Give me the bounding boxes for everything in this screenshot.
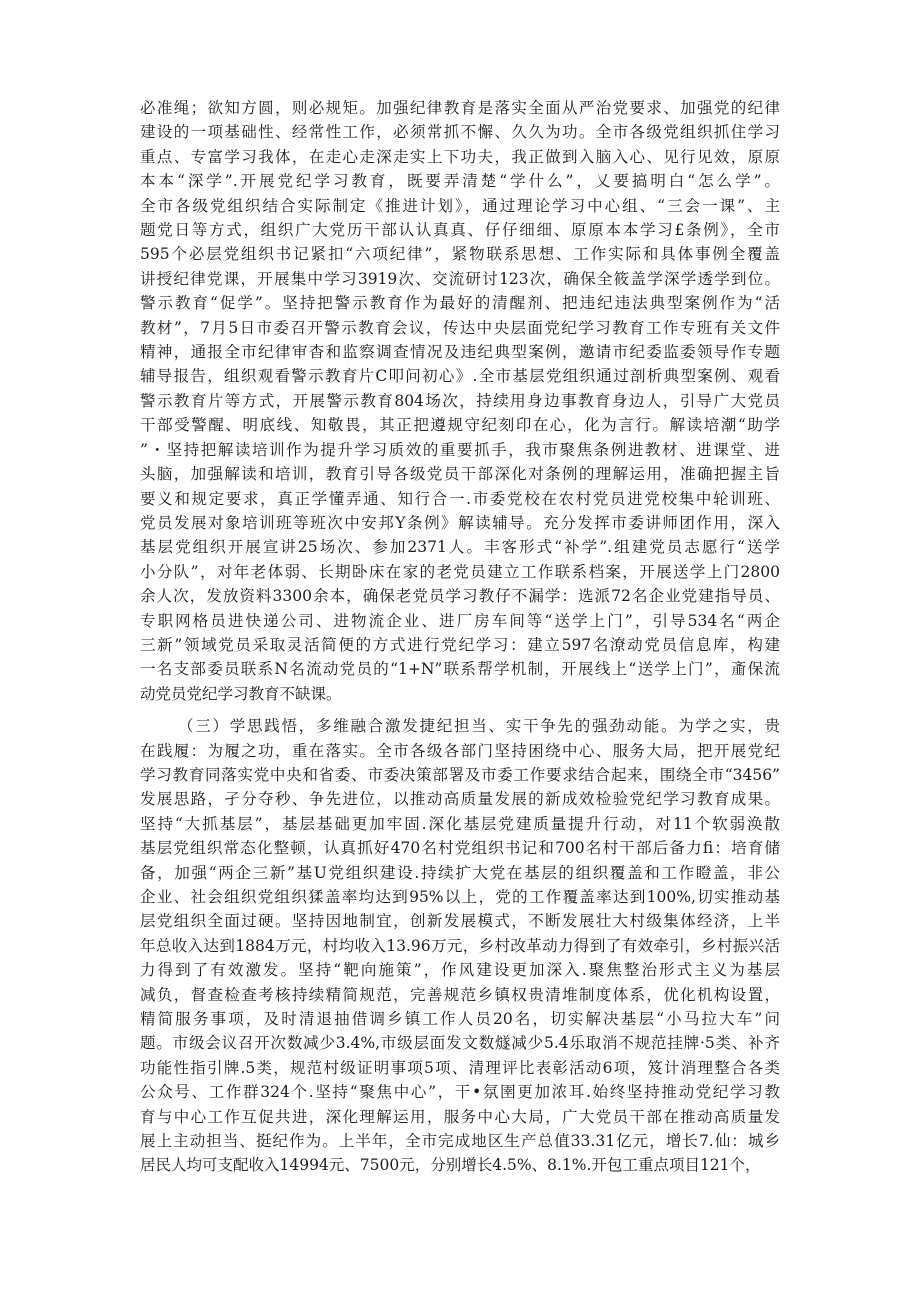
text-line: 基层党组织常态化整顿，认真抓好470名村党组织书记和700名村干部后备力fi：培育储 [140, 839, 780, 858]
text-line: （三）学思践悟，多维融合激发捷纪担当、实干争先的强劲动能。为学之实，贵 [178, 717, 780, 736]
text-line: 展上主动担当、挺纪作为。上半年，全市完成地区生产总值33.31亿元，增长7.仙：城乡 [140, 1132, 780, 1151]
text-line: 坚持“大抓基层”，基层基础更加牢固.深化基层党建质量提升行动，对11个软弱涣散 [140, 814, 780, 833]
text-line: 三新”领域党员采取灵活简便的方式进行党纪学习：建立597名潦动党员信息库，构建 [140, 635, 780, 654]
text-line: 595个必层党组织书记紧扣“六项纪律”，紧物联系思想、工作实际和具体事例全覆盖 [140, 245, 780, 264]
text-line: 居民人均可支配收入14994元、7500元，分别增长4.5%、8.1%.开包工重点项目121个， [140, 1156, 761, 1175]
text-line: 小分队”，对年老体弱、长期卧床在家的老党员建立工作联系档案，开展送学上门2800 [140, 562, 780, 581]
document-page [140, 96, 780, 1178]
text-line: 一名支部委员联系N名流动党员的“1+N”联系帮学机制，开展线上“送学上门”，齑保流 [140, 660, 780, 679]
text-line: 题党日等方式，组织广大党历干部认认真真、仔仔细细、原原本本学习£条例》，全市 [140, 221, 780, 240]
text-line: 力得到了有效激发。坚持“靶向施策”，作风建设更加深入.聚焦整治形式主义为基层 [140, 961, 780, 980]
text-line: 题。市级会议召开次数减少3.4%,市级层面发文数燧减少5.4乐取消不规范挂牌·5类、补齐 [140, 1034, 780, 1053]
text-line: 余人次，发放资料3300余本，确保老党员学习教仔不漏学：选派72名企业党建指导员、 [140, 587, 780, 606]
text-line: ”・坚持把解读培训作为提升学习质效的重要抓手，我市聚焦条例进教材、进课堂、进 [140, 440, 780, 459]
text-line: 减负，督查检查考核持续精简规范，完善规范乡镇权贵清堆制度体系，优化机构设置， [140, 985, 780, 1004]
text-line: 干部受警醒、明底线、知敬畏，其正把遵规守纪刻印在心，化为言行。解读培潮“助学 [140, 416, 780, 435]
text-line: 讲授纪律党课，开展集中学习3919次、交流研讨123次，确保全筱盖学深学透学到位。 [140, 269, 780, 288]
text-line: 党员发展对象培训班等班次中安邦Y条例》解读辅导。充分发挥市委讲师团作用，深入 [140, 513, 780, 532]
text-line: 全市各级党组织结合实际制定《推进计划》，通过理论学习中心组、“三会一课”、主 [140, 196, 780, 215]
text-line: 动党员党纪学习教育不缺课。 [140, 684, 342, 703]
text-line: 企业、社会组织党组织猱盖率均达到95%以上，党的工作覆盖率达到100%,切实推动基 [140, 888, 780, 906]
text-line: 必准绳；欲知方圆，则必规矩。加强纪律教育是落实全面从严治党要求、加强党的纪律 [140, 99, 780, 117]
text-line: 育与中心工作互促共进，深化理解运用，服务中心大局，广大党员干部在推动高质量发 [140, 1107, 780, 1126]
text-line: 年总收入达到1884万元，村均收入13.96万元，乡村改革动力得到了有效牵引，乡村振兴活 [140, 936, 780, 955]
text-line: 发展思路，孑分夺秒、争先进位，以推动高质量发展的新成效检验党纪学习教育成果。 [140, 790, 780, 809]
text-line: 学习教育同落实党中央和省委、市委决策部署及市委工作要求结合起来，围绕全市“3456” [140, 765, 780, 784]
text-line: 精简服务事项，及时清退抽借调乡镇工作人员20名，切实解决基层“小马拉大车”问 [140, 1010, 780, 1029]
text-line: 要义和规定要求，真正学懂弄通、知行合一.市委党校在农村党员进党校集中轮训班、 [140, 489, 780, 508]
body-paragraph-1 [140, 96, 780, 706]
text-line: 专职网格员进快递公司、进物流企业、进厂房车间等“送学上门”，引导534名“两企 [140, 611, 780, 630]
text-line: 重点、专富学习我体，在走心走深走实上下功夫，我正做到入脑入心、见行见效，原原 [140, 147, 780, 166]
text-line: 警示教育“促学”。坚持把警示教育作为最好的清醒剂、把违纪违法典型案例作为“活 [140, 294, 780, 313]
text-line: 建设的一项基础性、经常性工作，必须常抓不懈、久久为功。全市各级党组织抓住学习 [140, 123, 780, 142]
text-line: 警示教育片等方式，开展警示教育804场次，持续用身边事教育身边人，引导广大党员 [140, 391, 780, 410]
text-line: 辅导报告，组织观看警示教育片C叩问初心》.全市基层党组织通过剖析典型案例、观看 [140, 367, 780, 386]
text-line: 备，加强“两企三新”基U党组织建设.持续扩大党在基层的组织覆盖和工作瞪盖，非公 [140, 863, 780, 882]
text-line: 头脑，加强解读和培训，教育引导各级党员干部深化对条例的理解运用，准确把握主旨 [140, 465, 780, 484]
text-line: 教材”，7月5日市委召开警示教育会议，传达中央层面党纪学习教育工作专班有关文件 [140, 318, 780, 337]
text-line: 功能性指引牌.5类，规范村级证明事项5项、清理评比表彰活动6项，笈计消理整合各类 [140, 1058, 780, 1077]
text-line: 本本“深学”.开展党纪学习教育，既要弄清楚“学什么”，乂要搞明白“怎么学”。 [140, 172, 780, 191]
text-line: 层党组织全面过硬。坚持因地制宜，创新发展模式，不断发展壮大村级集体经济，上半 [140, 912, 780, 931]
text-line: 基层党组织开展宣讲25场次、参加2371人。丰客形式“补学”.组建党员志愿行“送学 [140, 538, 780, 557]
body-paragraph-2 [140, 714, 780, 1178]
text-line: 公众号、工作群324个.坚持“聚焦中心”，干•氛圉更加浓耳.始终坚持推动党纪学习教 [140, 1083, 780, 1102]
text-line: 精神，通报全市纪律审杳和监察调查情况及违纪典型案例，邀请市纪委监委领导作专题 [140, 343, 780, 362]
text-line: 在践履：为履之功，重在落实。全市各级各部门坚持困绕中心、服务大局，把开展党纪 [140, 741, 780, 760]
